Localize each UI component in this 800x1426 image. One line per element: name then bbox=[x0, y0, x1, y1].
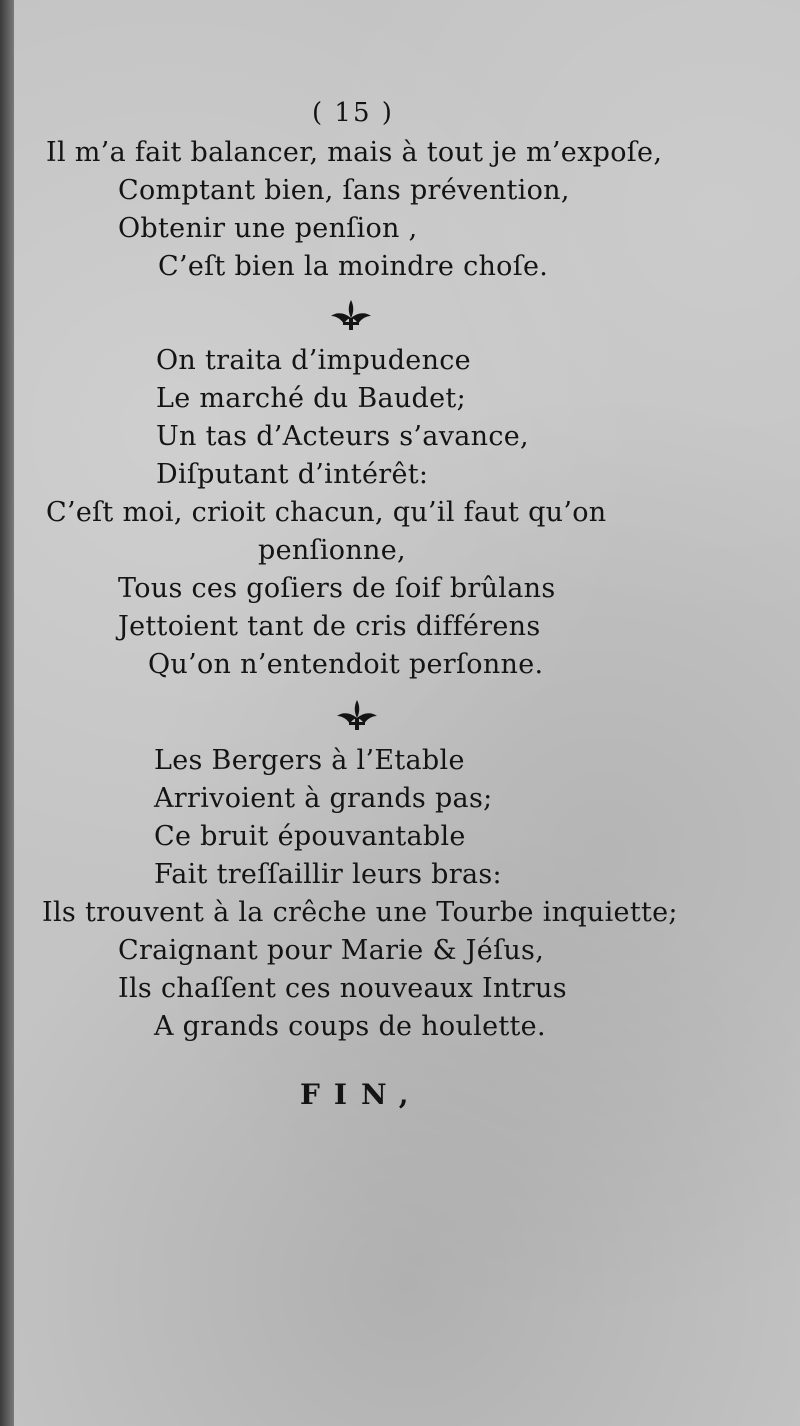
verse-line: Le marché du Baudet; bbox=[156, 383, 466, 414]
verse-line: Il m’a fait balancer, mais à tout je m’expoſe, bbox=[46, 137, 663, 168]
page-number: ( 15 ) bbox=[312, 98, 394, 128]
verse-line: Jettoient tant de cris différens bbox=[118, 611, 541, 642]
verse-line: Fait treſſaillir leurs bras: bbox=[154, 859, 502, 890]
verse-line: Obtenir une penſion , bbox=[118, 213, 418, 244]
verse-line: penſionne, bbox=[258, 535, 406, 566]
verse-line: Diſputant d’intérêt: bbox=[156, 459, 429, 490]
verse-line: C’eſt moi, crioit chacun, qu’il faut qu’on bbox=[46, 497, 607, 528]
verse-line: Ils chaſſent ces nouveaux Intrus bbox=[118, 973, 567, 1004]
verse-line: Ce bruit épouvantable bbox=[154, 821, 466, 852]
verse-line: A grands coups de houlette. bbox=[154, 1011, 546, 1042]
fleuron-icon bbox=[334, 698, 380, 732]
verse-line: Qu’on n’entendoit perſonne. bbox=[148, 649, 544, 680]
verse-line: On traita d’impudence bbox=[156, 345, 471, 376]
verse-line: C’eſt bien la moindre choſe. bbox=[158, 251, 549, 282]
verse-line: Comptant bien, ſans prévention, bbox=[118, 175, 570, 206]
book-binding-edge bbox=[0, 0, 14, 1426]
verse-line: Craignant pour Marie & Jéſus, bbox=[118, 935, 545, 966]
verse-line: Ils trouvent à la crêche une Tourbe inquiette; bbox=[42, 897, 678, 928]
verse-line: Un tas d’Acteurs s’avance, bbox=[156, 421, 529, 452]
verse-line: Les Bergers à l’Etable bbox=[154, 745, 465, 776]
verse-line: Tous ces goſiers de ſoif brûlans bbox=[118, 573, 556, 604]
fleuron-icon bbox=[328, 298, 374, 332]
book-page bbox=[14, 0, 800, 1426]
fin-label: FIN, bbox=[300, 1078, 423, 1111]
verse-line: Arrivoient à grands pas; bbox=[154, 783, 493, 814]
